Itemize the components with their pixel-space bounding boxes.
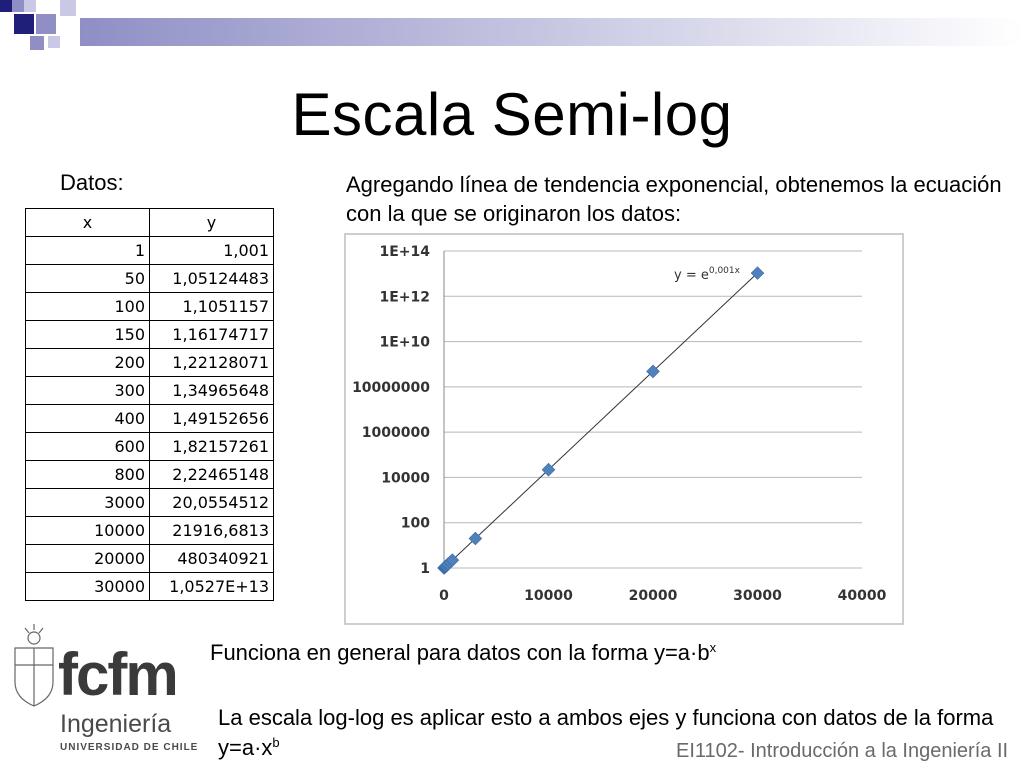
ingenieria-logo-text: Ingeniería <box>60 710 172 738</box>
cell-y: 2,22465148 <box>150 461 274 489</box>
table-row <box>26 349 274 377</box>
note-general-form-exponent: x <box>709 640 717 655</box>
chart-description: Agregando línea de tendencia exponencial, obtenemos la ecuación con la que se originaron los datos: <box>346 172 1002 226</box>
cell-y: 1,16174717 <box>150 321 274 349</box>
decoration-square <box>12 0 24 12</box>
cell-x: 600 <box>26 433 150 461</box>
x-tick-label: 20000 <box>628 588 678 604</box>
cell-y: 1,001 <box>150 237 274 265</box>
decoration-square <box>24 0 36 12</box>
x-tick-label: 10000 <box>524 588 573 604</box>
y-tick-label: 1E+14 <box>379 244 430 260</box>
cell-x: 3000 <box>26 489 150 517</box>
decoration-square <box>0 0 12 12</box>
table-row <box>26 573 274 601</box>
y-tick-label: 1000000 <box>361 425 430 442</box>
cell-y: 480340921 <box>150 545 274 573</box>
y-tick-label: 1 <box>420 561 430 577</box>
x-tick-label: 30000 <box>733 588 782 604</box>
table-row <box>26 489 274 517</box>
cell-x: 150 <box>26 321 150 349</box>
table-body <box>26 237 274 601</box>
universidad-logo-text: UNIVERSIDAD DE CHILE <box>60 742 199 753</box>
column-header-x: x <box>26 209 150 237</box>
note-loglog-text: La escala log-log es aplicar esto a ambos ejes y funciona con datos de la forma y=a·x <box>218 705 994 760</box>
table-row <box>26 265 274 293</box>
cell-x: 1 <box>26 237 150 265</box>
cell-y: 1,82157261 <box>150 433 274 461</box>
cell-y: 1,1051157 <box>150 293 274 321</box>
cell-x: 800 <box>26 461 150 489</box>
fcfm-logo: fcfm <box>58 641 177 708</box>
x-tick-label: 0 <box>439 588 449 604</box>
cell-x: 10000 <box>26 517 150 545</box>
trendline-equation-exponent: 0,001x <box>708 266 740 276</box>
data-table <box>25 208 274 601</box>
cell-y: 1,0527E+13 <box>150 573 274 601</box>
cell-x: 50 <box>26 265 150 293</box>
cell-y: 1,22128071 <box>150 349 274 377</box>
cell-x: 100 <box>26 293 150 321</box>
cell-y: 20,0554512 <box>150 489 274 517</box>
table-row <box>26 461 274 489</box>
cell-x: 30000 <box>26 573 150 601</box>
cell-x: 400 <box>26 405 150 433</box>
cell-y: 1,34965648 <box>150 377 274 405</box>
decoration-square <box>60 0 76 16</box>
table-header-row <box>26 209 274 237</box>
y-tick-label: 1E+12 <box>379 289 430 306</box>
table-row <box>26 293 274 321</box>
table-row <box>26 237 274 265</box>
decoration-square <box>30 36 44 50</box>
cell-y: 1,05124483 <box>150 265 274 293</box>
trendline-equation-base: y = e <box>674 268 709 283</box>
note-loglog-exponent: b <box>272 735 280 750</box>
cell-x: 20000 <box>26 545 150 573</box>
y-tick-label: 100 <box>400 515 430 532</box>
table-row <box>26 321 274 349</box>
header-decoration <box>0 0 1024 60</box>
table-row <box>26 545 274 573</box>
cell-x: 200 <box>26 349 150 377</box>
cell-x: 300 <box>26 377 150 405</box>
note-general-form <box>210 640 716 666</box>
course-footer: EI1102- Introducción a la Ingeniería II <box>676 740 1009 762</box>
table-row <box>26 433 274 461</box>
table-row <box>26 405 274 433</box>
y-tick-label: 10000000 <box>352 379 430 396</box>
decoration-square <box>48 36 60 48</box>
decoration-square <box>14 14 34 34</box>
slide-title: Escala Semi-log <box>291 81 733 148</box>
x-tick-label: 40000 <box>837 588 887 604</box>
table-row <box>26 377 274 405</box>
decoration-square <box>36 14 56 34</box>
cell-y: 21916,6813 <box>150 517 274 545</box>
y-tick-label: 10000 <box>381 470 430 487</box>
note-general-form-text: Funciona en general para datos con la forma y=a·b <box>210 640 710 665</box>
cell-y: 1,49152656 <box>150 405 274 433</box>
table-row <box>26 517 274 545</box>
y-tick-label: 1E+10 <box>379 334 430 351</box>
datos-label: Datos: <box>60 170 124 195</box>
header-gradient-bar <box>80 18 1024 46</box>
semilog-chart <box>344 233 904 625</box>
column-header-y: y <box>150 209 274 237</box>
